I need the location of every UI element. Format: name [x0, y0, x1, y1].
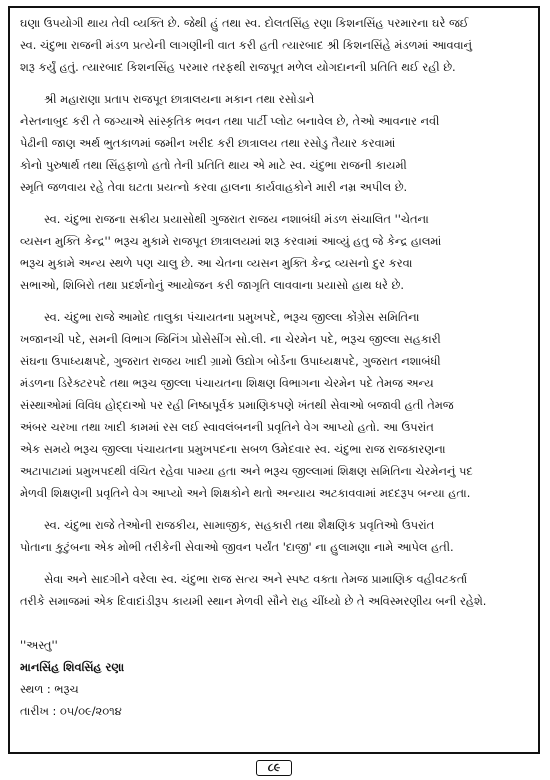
paragraph-6	[20, 568, 530, 612]
text-line: સ્વ. ચંદુભા રાજના સક્રીય પ્રયાસોથી ગુજરાત રાજય નશાબંધી મંડળ સંચાલિત ''ચેતના	[44, 212, 429, 226]
text-line: સ્વ. ચંદુભા રાજે તેઓની રાજકીય, સામાજીક, સહકારી તથા શૈક્ષણિક પ્રવૃતિઓ ઉપરાંત	[44, 518, 435, 532]
date-line: તારીખ : ૦૫/૦૯/૨૦૧૪	[20, 704, 122, 718]
author-name: માનસિંહ શિવસિંહ રણા	[20, 660, 125, 674]
text-line: પોતાના કુટુંબના એક મોભી તરીકેની સેવાઓ જીવન પર્યંત 'દાજી' ના હુલામણા નામે આપેલ હતી.	[20, 540, 454, 554]
text-line: સભાઓ, શિબિરો તથા પ્રદર્શનોનું આયોજન કરી જાગૃતિ લાવવાના પ્રયાસો હાથ ધરે છે.	[20, 278, 404, 292]
closing-word: ''અસ્તુ''	[20, 638, 58, 652]
signature-block	[20, 634, 530, 722]
text-line: તરીકે સમાજમાં એક દિવાદાંડીરૂપ કાયમી સ્થાન મેળવી સૌને રાહ ચીંધ્યો છે તે અવિસ્મરણીય બની રહેશે.	[20, 594, 487, 608]
page-number: ૮૯	[256, 760, 292, 776]
paragraph-4	[20, 306, 530, 504]
text-line: પેઢીની જાણ અર્થ ભુતકાળમાં જમીન ખરીદ કરી છાત્રાલય તથા રસોડુ તૈયાર કરવામાં	[20, 136, 396, 150]
place-line: સ્થળ : ભરૂચ	[20, 682, 79, 696]
text-line: અંબર ચરખા તથા ખાદી કામમાં રસ લઈ સ્વાવલંબનની પ્રવૃતિને વેગ આપ્યો હતો. આ ઉપરાંત	[20, 420, 434, 434]
text-line: મંડળના ડિરેક્ટરપદે તથા ભરૂચ જીલ્લા પંચાયતના શિક્ષણ વિભાગના ચેરમેન પદે તેમજ અન્ય	[20, 376, 434, 390]
paragraph-5	[20, 514, 530, 558]
text-line: ખજાનચી પદે, સમની વિભાગ જિનિંગ પ્રોસેસીંગ સો.લી. ના ચેરમેન પદે, ભરૂચ જીલ્લા સહકારી	[20, 332, 441, 346]
text-line: નેસ્તનાબુદ કરી તે જગ્યાએ સાંસ્કૃતિક ભવન તથા પાર્ટી પ્લોટ બનાવેલ છે, તેઓ આવનાર નવી	[20, 114, 440, 128]
text-line: કોનો પુરુષાર્થ તથા સિંહફાળો હતો તેની પ્રતિતિ થાય એ માટે સ્વ. ચંદુભા રાજની કાયમી	[20, 158, 407, 172]
text-line: શ્રી મહારાણા પ્રતાપ રાજપૂત છાત્રાલયના મકાન તથા રસોડાને	[44, 92, 315, 106]
text-line: શરૂ કર્યું હતું. ત્યારબાદ કિશનસિંહ પરમાર તરફથી રાજપૂત મળેલ યોગદાનની પ્રતિતિ થઈ રહી છે.	[20, 60, 456, 74]
page-body	[20, 12, 530, 722]
text-line: એક સમયે ભરૂચ જીલ્લા પંચાયતના પ્રમુખપદના સબળ ઉમેદવાર સ્વ. ચંદુભા રાજ રાજકારણના	[20, 442, 446, 456]
text-line: ઘણા ઉપયોગી થાય તેવી વ્યક્તિ છે. જેથી હું તથા સ્વ. દોલતસિંહ રણા કિશનસિંહ પરમારના ઘરે જઈ	[20, 16, 469, 30]
text-line: ભરૂચ મુકામે અન્ય સ્થળે પણ ચાલુ છે. આ ચેતના વ્યસન મુક્તિ કેન્દ્ર વ્યસનો દુર કરવા	[20, 256, 413, 270]
text-line: સ્મૃતિ જળવાય રહે તેવા ઘટતા પ્રયત્નો કરવા હાલના કાર્યવાહકોને મારી નમ્ર અપીલ છે.	[20, 180, 408, 194]
text-line: સ્વ. ચંદુભા રાજની મંડળ પ્રત્યેની લાગણીની વાત કરી હતી ત્યારબાદ શ્રી કિશનસિંહે મંડળમાં આવવાનું	[20, 38, 472, 52]
paragraph-3	[20, 208, 530, 296]
paragraph-2	[20, 88, 530, 198]
text-line: સંસ્થાઓમાં વિવિધ હોદ્દાઓ પર રહી નિષ્ઠાપૂર્વક પ્રમાણિકપણે ખંતથી સેવાઓ બજાવી હતી તેમજ	[20, 398, 454, 412]
text-line: વ્યસન મુક્તિ કેન્દ્ર'' ભરૂચ મુકામે રાજપૂત છાત્રાલયમાં શરૂ કરવામાં આવ્યું હતુ જે કેન્દ્ર હાલમાં	[20, 234, 442, 248]
text-line: સંઘના ઉપાધ્યક્ષપદે, ગુજરાત રાજય ખાદી ગ્રામો ઉદ્યોગ બોર્ડના ઉપાધ્યક્ષપદે, ગુજરાત નશાબંધી	[20, 354, 441, 368]
text-line: મેળવી શિક્ષણની પ્રવૃતિને વેગ આપ્યો અને શિક્ષકોને થતો અન્યાય અટકાવવામાં મદદરૂપ બન્યા હતા.	[20, 486, 471, 500]
text-line: સ્વ. ચંદુભા રાજે આમોદ તાલુકા પંચાયતના પ્રમુખપદે, ભરૂચ જીલ્લા કોંગ્રેસ સમિતિના	[44, 310, 420, 324]
text-line: સેવા અને સાદગીને વરેલા સ્વ. ચંદુભા રાજ સત્ય અને સ્પષ્ટ વક્તા તેમજ પ્રામાણિક વહીવટકર્તા	[44, 572, 468, 586]
text-line: અટાપાટામાં પ્રમુખપદથી વંચિત રહેવા પામ્યા હતા અને ભરૂચ જીલ્લામાં શિક્ષણ સમિતિના ચેરમેનનું પદ	[20, 464, 473, 478]
paragraph-1	[20, 12, 530, 78]
